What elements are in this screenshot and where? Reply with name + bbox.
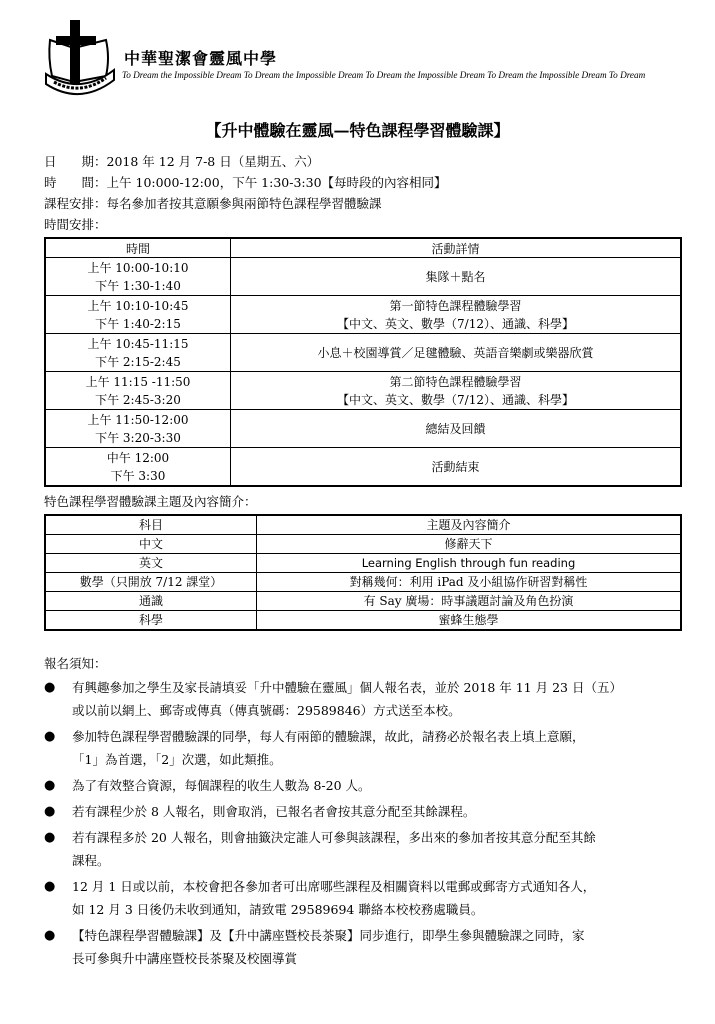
date-line bbox=[44, 152, 319, 170]
time-label: 時 間： bbox=[44, 175, 107, 190]
time-morning: 上午 10:10-10:45 bbox=[87, 298, 189, 313]
list-item bbox=[44, 826, 684, 872]
table-row bbox=[45, 372, 681, 410]
date-label: 日 期： bbox=[44, 154, 107, 169]
schedule-time-cell bbox=[45, 448, 231, 487]
detail-line-2: 【中文、英文、數學（7/12）、通識、科學】 bbox=[337, 316, 574, 331]
detail-line: 第一節特色課程體驗學習 bbox=[389, 298, 522, 313]
bullet-icon: ● bbox=[44, 830, 56, 845]
bullet-icon: ● bbox=[44, 729, 56, 744]
time-afternoon: 下午 2:15-2:45 bbox=[95, 354, 181, 369]
time-morning: 上午 10:00-10:10 bbox=[87, 260, 189, 275]
note-line: 若有課程多於 20 人報名，則會抽籤決定誰人可參與該課程，多出來的參加者按其意分配至其餘 bbox=[72, 830, 596, 845]
note-line: 【特色課程學習體驗課】及【升中講座暨校長茶聚】同步進行，即學生參與體驗課之同時，家 bbox=[72, 928, 585, 943]
list-item bbox=[44, 800, 684, 823]
list-item bbox=[44, 924, 684, 970]
bullet-icon: ● bbox=[44, 778, 56, 793]
notes-label: 報名須知： bbox=[44, 656, 107, 671]
column-header-detail: 活動詳情 bbox=[231, 238, 682, 258]
time-afternoon: 下午 3:30 bbox=[110, 468, 166, 483]
table-row bbox=[45, 334, 681, 372]
detail-line: 活動結束 bbox=[431, 459, 480, 474]
arrangement-label: 課程安排： bbox=[44, 196, 107, 211]
detail-line: 第二節特色課程體驗學習 bbox=[389, 374, 522, 389]
column-header-time: 時間 bbox=[45, 238, 231, 258]
detail-line: 小息＋校園導賞／足毽體驗、英語音樂劇或樂器欣賞 bbox=[317, 345, 594, 360]
list-item bbox=[44, 774, 684, 797]
list-item bbox=[44, 725, 684, 771]
courses-table bbox=[44, 514, 682, 631]
time-value: 上午 10:000-12:00，下午 1:30-3:30【每時段的內容相同】 bbox=[106, 175, 447, 190]
schedule-detail-cell bbox=[231, 258, 682, 296]
arrangement-value: 每名參加者按其意願參與兩節特色課程學習體驗課 bbox=[106, 196, 382, 211]
note-line-2: 長可參與升中講座暨校長茶聚及校園導賞 bbox=[72, 951, 298, 966]
school-motto: To Dream the Impossible Dream To Dream the Impossible Dream To Dream the Impossible Dream To Dream the Impossible Dream To Dream bbox=[122, 70, 646, 80]
schedule-label: 時間安排： bbox=[44, 217, 107, 232]
header bbox=[44, 18, 684, 102]
content-cell: 有 Say 廣場：時事議題討論及角色扮演 bbox=[257, 592, 682, 611]
time-line bbox=[44, 173, 447, 191]
schedule-time-cell bbox=[45, 258, 231, 296]
table-row bbox=[45, 573, 681, 592]
schedule-detail-cell bbox=[231, 448, 682, 487]
detail-line-2: 【中文、英文、數學（7/12）、通識、科學】 bbox=[337, 392, 574, 407]
subject-cell: 科學 bbox=[45, 611, 257, 631]
table-row bbox=[45, 611, 681, 631]
content-cell: Learning English through fun reading bbox=[257, 554, 682, 573]
table-row bbox=[45, 535, 681, 554]
content-cell: 蜜蜂生態學 bbox=[257, 611, 682, 631]
date-value: 2018 年 12 月 7-8 日（星期五、六） bbox=[106, 154, 320, 169]
registration-notes bbox=[44, 654, 684, 973]
schedule-time-cell bbox=[45, 296, 231, 334]
note-line: 12 月 1 日或以前，本校會把各參加者可出席哪些課程及相關資料以電郵或郵寄方式通知各人， bbox=[72, 879, 596, 894]
note-line: 參加特色課程學習體驗課的同學，每人有兩節的體驗課，故此，請務必於報名表上填上意願， bbox=[72, 729, 585, 744]
schedule-detail-cell bbox=[231, 410, 682, 448]
content-cell: 修辭天下 bbox=[257, 535, 682, 554]
bullet-icon: ● bbox=[44, 879, 56, 894]
column-header-content: 主題及內容簡介 bbox=[257, 515, 682, 535]
table-row bbox=[45, 554, 681, 573]
detail-line: 集隊＋點名 bbox=[425, 269, 486, 284]
column-header-subject: 科目 bbox=[45, 515, 257, 535]
school-crest-icon bbox=[44, 18, 116, 98]
table-row bbox=[45, 296, 681, 334]
table-row bbox=[45, 258, 681, 296]
time-afternoon: 下午 1:40-2:15 bbox=[95, 316, 181, 331]
subject-cell: 英文 bbox=[45, 554, 257, 573]
time-morning: 中午 12:00 bbox=[106, 450, 170, 465]
notes-list bbox=[44, 676, 684, 970]
table-row bbox=[45, 448, 681, 487]
arrangement-line bbox=[44, 194, 382, 212]
school-name: 中華聖潔會靈風中學 bbox=[124, 49, 278, 68]
schedule-detail-cell bbox=[231, 334, 682, 372]
subject-cell: 數學（只開放 7/12 課堂） bbox=[45, 573, 257, 592]
content-cell: 對稱幾何：利用 iPad 及小組協作研習對稱性 bbox=[257, 573, 682, 592]
list-item bbox=[44, 676, 684, 722]
time-afternoon: 下午 2:45-3:20 bbox=[95, 392, 181, 407]
table-row bbox=[45, 410, 681, 448]
note-line-2: 如 12 月 3 日後仍未收到通知，請致電 29589694 聯絡本校校務處職員。 bbox=[72, 902, 484, 917]
schedule-time-cell bbox=[45, 334, 231, 372]
bullet-icon: ● bbox=[44, 928, 56, 943]
note-line: 有興趣參加之學生及家長請填妥「升中體驗在靈風」個人報名表，並於 2018 年 11 月 23 日（五） bbox=[72, 680, 622, 695]
subject-cell: 中文 bbox=[45, 535, 257, 554]
note-line: 若有課程少於 8 人報名，則會取消，已報名者會按其意分配至其餘課程。 bbox=[72, 804, 476, 819]
note-line: 為了有效整合資源，每個課程的收生人數為 8-20 人。 bbox=[72, 778, 371, 793]
list-item bbox=[44, 875, 684, 921]
time-afternoon: 下午 3:20-3:30 bbox=[95, 430, 181, 445]
bullet-icon: ● bbox=[44, 804, 56, 819]
page-title: 【升中體驗在靈風—特色課程學習體驗課】 bbox=[205, 121, 510, 140]
time-morning: 上午 10:45-11:15 bbox=[87, 336, 189, 351]
time-morning: 上午 11:15 -11:50 bbox=[85, 374, 191, 389]
time-afternoon: 下午 1:30-1:40 bbox=[95, 278, 181, 293]
note-line-2: 「1」為首選，「2」次選，如此類推。 bbox=[72, 752, 282, 767]
note-line-2: 或以前以網上、郵寄或傳真（傳真號碼：29589846）方式送至本校。 bbox=[72, 703, 461, 718]
subject-cell: 通識 bbox=[45, 592, 257, 611]
schedule-time-cell bbox=[45, 410, 231, 448]
note-line-2: 課程。 bbox=[72, 853, 110, 868]
courses-label: 特色課程學習體驗課主題及內容簡介： bbox=[44, 494, 257, 509]
bullet-icon: ● bbox=[44, 680, 56, 695]
schedule-time-cell bbox=[45, 372, 231, 410]
table-header-row bbox=[45, 515, 681, 535]
time-morning: 上午 11:50-12:00 bbox=[87, 412, 189, 427]
table-row bbox=[45, 592, 681, 611]
schedule-detail-cell bbox=[231, 296, 682, 334]
detail-line: 總結及回饋 bbox=[425, 421, 486, 436]
schedule-detail-cell bbox=[231, 372, 682, 410]
schedule-table bbox=[44, 237, 682, 487]
table-header-row bbox=[45, 238, 681, 258]
